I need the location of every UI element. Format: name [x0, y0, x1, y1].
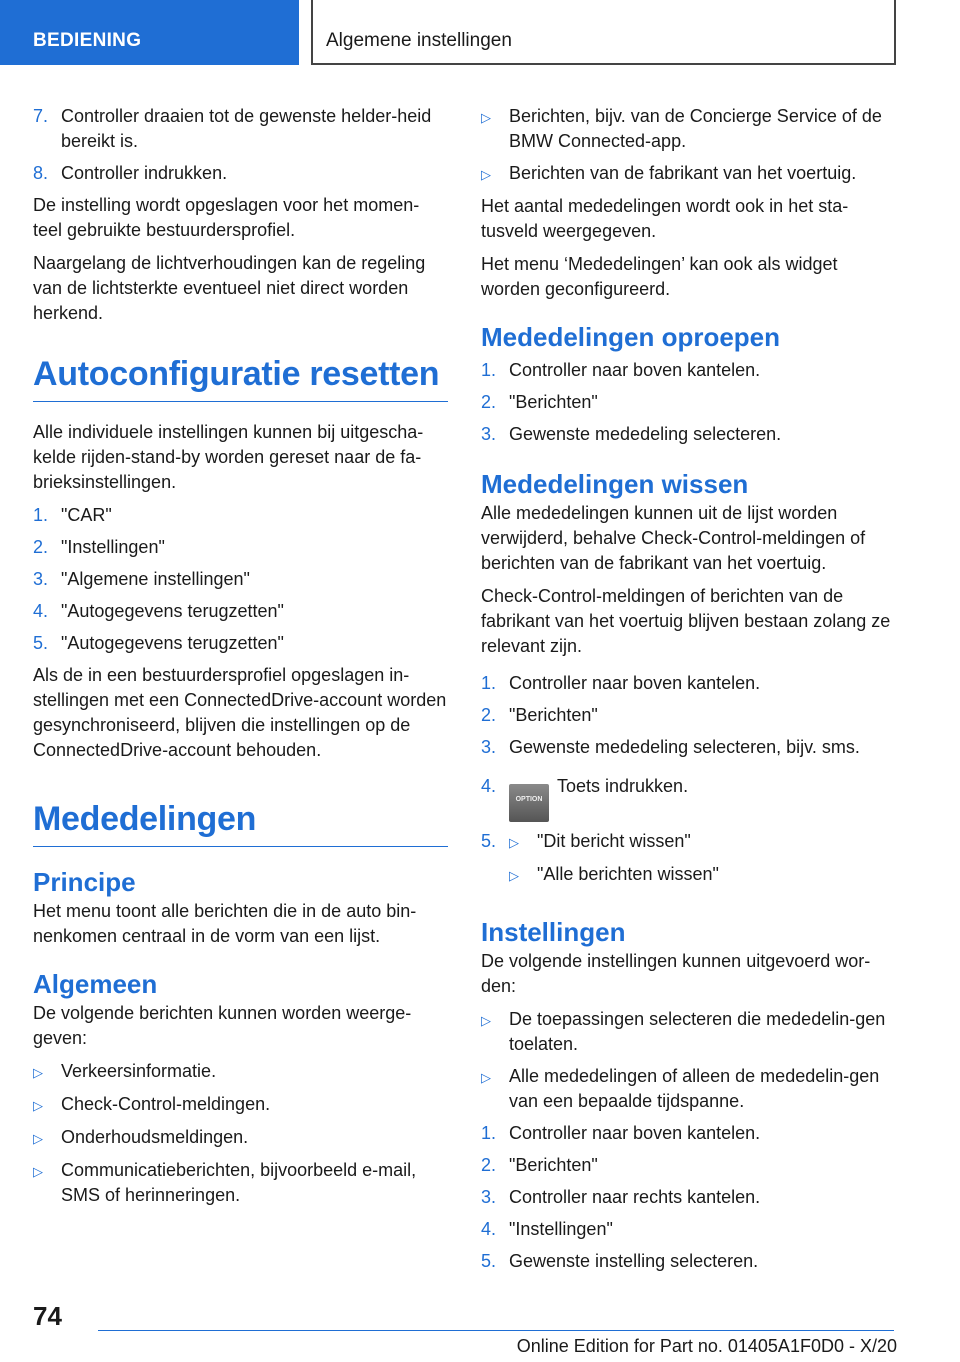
list-item: 2. "Instellingen" [33, 537, 165, 557]
list-item: ▷ Berichten, bijv. van de Concierge Service of de BMW Connected-app. [481, 104, 896, 154]
reset-steps [33, 503, 448, 656]
list-item: ▷ Alle mededelingen of alleen de mededelin-gen van een bepaalde tijdspanne. [481, 1064, 896, 1114]
paragraph: Het aantal mededelingen wordt ook in het sta-tusveld weergegeven. [481, 196, 849, 241]
inst-bullets [481, 1007, 896, 1114]
sub-list-item: ▷ "Alle berichten wissen" [509, 862, 896, 888]
list-item: 2. "Berichten" [481, 392, 598, 412]
triangle-bullet-icon: ▷ [481, 167, 491, 182]
triangle-bullet-icon: ▷ [33, 1164, 43, 1179]
triangle-bullet-icon: ▷ [481, 1070, 491, 1085]
paragraph: De volgende berichten kunnen worden weerge-geven: [33, 1003, 412, 1048]
list-item: 5. "Autogegevens terugzetten" [33, 633, 284, 653]
list-item: ▷ De toepassingen selecteren die mededelin-gen toelaten. [481, 1007, 896, 1057]
triangle-bullet-icon: ▷ [33, 1131, 43, 1146]
list-item: 8. Controller indrukken. [33, 163, 228, 183]
paragraph: Alle mededelingen kunnen uit de lijst worden verwijderd, behalve Check-Control-meldingen of berichten van de fabrikant van het voertuig. [481, 503, 866, 573]
heading-mededelingen: Mededelingen [33, 799, 448, 847]
list-item: 5. Gewenste instelling selecteren. [481, 1251, 759, 1271]
list-item: 5. ▷ "Dit bericht wissen" ▷ "Alle berichten wissen" [481, 829, 896, 895]
list-item: 1. Controller naar boven kantelen. [481, 1123, 761, 1143]
chapter-header [311, 0, 896, 65]
heading-algemeen: Algemeen [33, 969, 158, 999]
triangle-bullet-icon: ▷ [481, 1013, 491, 1028]
list-item: ▷ Berichten van de fabrikant van het voertuig. [481, 161, 896, 187]
list-item: ▷ Verkeersinformatie. [33, 1059, 448, 1085]
footer-edition: Online Edition for Part no. 01405A1F0D0 - X/20 [516, 1336, 897, 1356]
section-label: BEDIENING [33, 30, 142, 51]
heading-reset: Autoconfiguratie resetten [33, 354, 448, 402]
list-item: 1. Controller naar boven kantelen. [481, 673, 761, 693]
section-tab [0, 0, 299, 65]
paragraph: De instelling wordt opgeslagen voor het momen-teel gebruikte bestuurdersprofiel. [33, 195, 420, 240]
paragraph: Het menu ‘Mededelingen’ kan ook als widget worden geconfigureerd. [481, 254, 838, 299]
list-item: 2. "Berichten" [481, 705, 598, 725]
oproepen-steps [481, 358, 896, 447]
list-item: 4. "Instellingen" [481, 1219, 613, 1239]
heading-principe: Principe [33, 867, 136, 897]
triangle-bullet-icon: ▷ [481, 110, 491, 125]
triangle-bullet-icon: ▷ [509, 835, 519, 850]
paragraph: Als de in een bestuurdersprofiel opgeslagen in-stellingen met een ConnectedDrive-account worden gesynchroniseerd, blijven die instellingen op de ConnectedDrive-account behouden. [33, 665, 447, 760]
left-column [33, 104, 448, 1215]
paragraph: Naargelang de lichtverhoudingen kan de regeling van de lichtsterkte eventueel niet direct worden herkend. [33, 253, 426, 323]
message-types-list [33, 1059, 448, 1208]
heading-oproepen: Mededelingen oproepen [481, 322, 781, 352]
list-item: ▷ Check-Control-meldingen. [33, 1092, 448, 1118]
list-item: ▷ Communicatieberichten, bijvoorbeeld e-mail, SMS of herinneringen. [33, 1158, 448, 1208]
list-item: ▷ Onderhoudsmeldingen. [33, 1125, 448, 1151]
heading-wissen: Mededelingen wissen [481, 469, 749, 499]
page-number: 74 [33, 1301, 62, 1331]
list-item: 3. Gewenste mededeling selecteren, bijv. sms. [481, 737, 860, 757]
list-item: 3. Controller naar rechts kantelen. [481, 1187, 761, 1207]
triangle-bullet-icon: ▷ [33, 1098, 43, 1113]
list-item: 1. "CAR" [33, 505, 112, 525]
list-item: 3. "Algemene instellingen" [33, 569, 250, 589]
paragraph: De volgende instellingen kunnen uitgevoerd wor-den: [481, 951, 871, 996]
chapter-title: Algemene instellingen [326, 30, 512, 51]
paragraph: Check-Control-meldingen of berichten van de fabrikant van het voertuig blijven bestaan zolang ze relevant zijn. [481, 586, 891, 656]
triangle-bullet-icon: ▷ [509, 868, 519, 883]
footer-divider [98, 1330, 894, 1331]
list-item: 4. "Autogegevens terugzetten" [33, 601, 284, 621]
list-item: 4. OPTIONToets indrukken. [481, 774, 896, 822]
paragraph: Het menu toont alle berichten die in de auto bin-nenkomen centraal in de vorm van een lijst. [33, 901, 417, 946]
right-column [481, 104, 896, 1281]
wissen-steps [481, 671, 896, 895]
list-item: 3. Gewenste mededeling selecteren. [481, 424, 782, 444]
top-steps [33, 104, 448, 186]
triangle-bullet-icon: ▷ [33, 1065, 43, 1080]
list-item: 7. Controller draaien tot de gewenste helder-heid bereikt is. [33, 106, 432, 151]
message-types-list-cont [481, 104, 896, 187]
option-button-icon: OPTION [509, 784, 549, 822]
list-item: 2. "Berichten" [481, 1155, 598, 1175]
sub-list-item: ▷ "Dit bericht wissen" [509, 829, 896, 855]
inst-steps [481, 1121, 896, 1274]
heading-instellingen: Instellingen [481, 917, 626, 947]
paragraph: Alle individuele instellingen kunnen bij uitgescha-kelde rijden-stand-by worden gereset naar de fa-brieksinstellingen. [33, 422, 424, 492]
list-item: 1. Controller naar boven kantelen. [481, 360, 761, 380]
